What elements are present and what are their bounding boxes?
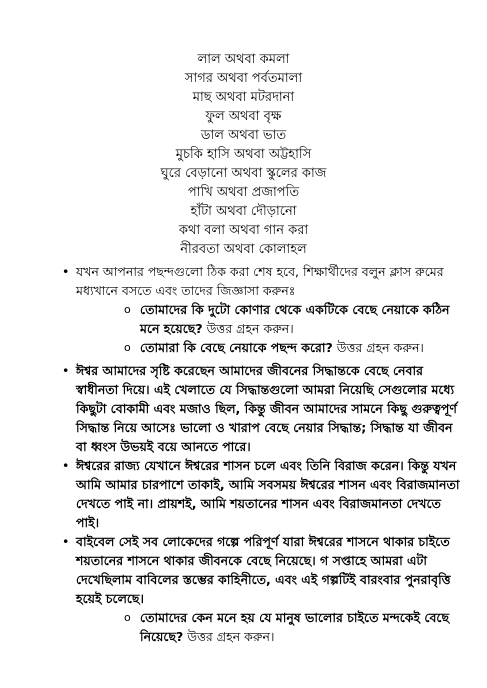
choice-pair-line: হাঁটা অথবা দৌড়ানো (190, 204, 297, 219)
question-list (76, 300, 462, 357)
choice-pair-line: ডাল অথবা ভাত (200, 128, 287, 143)
instruction-bullets (62, 262, 462, 646)
question-text: তোমাদের কি দুটো কোণার থেকে একটিকে বেছে নেয়াকে কঠিন মনে হয়েছে? (140, 302, 450, 336)
question-text: তোমারা কি বেছে নেয়াকে পছন্দ করো? (140, 340, 333, 355)
choice-pair-line: নীরবতা অথবা কোলাহল (180, 242, 307, 257)
choice-pair-line: লাল অথবা কমলা (197, 52, 290, 67)
bullet-item (62, 532, 462, 646)
bullet-item (62, 361, 462, 456)
choice-pair-line: মুচকি হাসি অথবা অট্টহাসি (175, 147, 312, 162)
instruction-text: যখন আপনার পছন্দগুলো ঠিক করা শেষ হবে, শিক্ষার্থীদের বলুন ক্লাস রুমের মধ্যখানে বসতে এবং তাদের জিজ্ঞাসা করুনঃ (76, 264, 444, 298)
bullet-item (62, 456, 462, 532)
question-item (124, 338, 462, 357)
choice-pair-line: মাছ অথবা মটরদানা (192, 90, 295, 105)
choice-pair-line: কথা বলা অথবা গান করা (178, 223, 309, 238)
bullet-item (62, 262, 462, 357)
question-item (124, 300, 462, 338)
choice-pair-line: সাগর অথবা পর্বতমালা (184, 71, 303, 86)
choice-pair-line: ফুল অথবা বৃক্ষ (205, 109, 282, 124)
choice-pair-line: ঘুরে বেড়ানো অথবা স্কুলের কাজ (160, 166, 327, 181)
answer-note: উত্তর গ্রহন করুন। (332, 340, 424, 355)
question-item (124, 608, 462, 646)
choice-pair-line: পাখি অথবা প্রজাপতি (187, 185, 300, 200)
choice-pairs-list (0, 50, 487, 259)
answer-note: উত্তর গ্রহন করুন। (202, 321, 294, 336)
question-text: তোমাদের কেন মনে হয় যে মানুষ ভালোর চাইতে মন্দকেই বেছে নিয়েছে? (140, 610, 450, 644)
paragraph-text: ঈশ্বর আমাদের সৃষ্টি করেছেন আমাদের জীবনের সিদ্ধান্তকে বেছে নেবার স্বাধীনতা দিয়ে। এই খেলাতে যে সিদ্ধান্তগুলো আমরা নিয়েছি সেগুলোর মধ্যে কিছুটা বোকামী এবং মজাও ছিল, কিন্তু জীবন আমাদের সামনে কিছু গুরুত্বপূর্ণ সিদ্ধান্ত নিয়ে আসেঃ ভালো ও খারাপ বেছে নেয়ার সিদ্ধান্ত; সিদ্ধান্ত যা জীবন বা ধ্বংস উভয়ই বয়ে আনতে পারে। (76, 363, 457, 454)
paragraph-text: বাইবেল সেই সব লোকেদের গল্পে পরিপূর্ণ যারা ঈশ্বরের শাসনে থাকার চাইতে শয়তানের শাসনে থাকার জীবনকে বেছে নিয়েছে। গ সপ্তাহে আমরা এটা দেখেছিলাম বাবিলের স্তম্ভের কাহিনীতে, এবং এই গল্পটিই বারংবার পুনরাবৃত্তি হয়েই চলেছে। (76, 534, 451, 606)
paragraph-text: ঈশ্বরের রাজ্য যেখানে ঈশ্বরের শাসন চলে এবং তিনি বিরাজ করেন। কিন্তু যখন আমি আমার চারপাশে তাকাই, আমি সবসময় ঈশ্বরের শাসন এবং বিরাজমানতা দেখতে পাই না। প্রায়শই, আমি শয়তানের শাসন এবং বিরাজমানতা দেখতে পাই। (76, 458, 460, 530)
answer-note: উত্তর গ্রহন করুন। (183, 629, 275, 644)
question-list (76, 608, 462, 646)
